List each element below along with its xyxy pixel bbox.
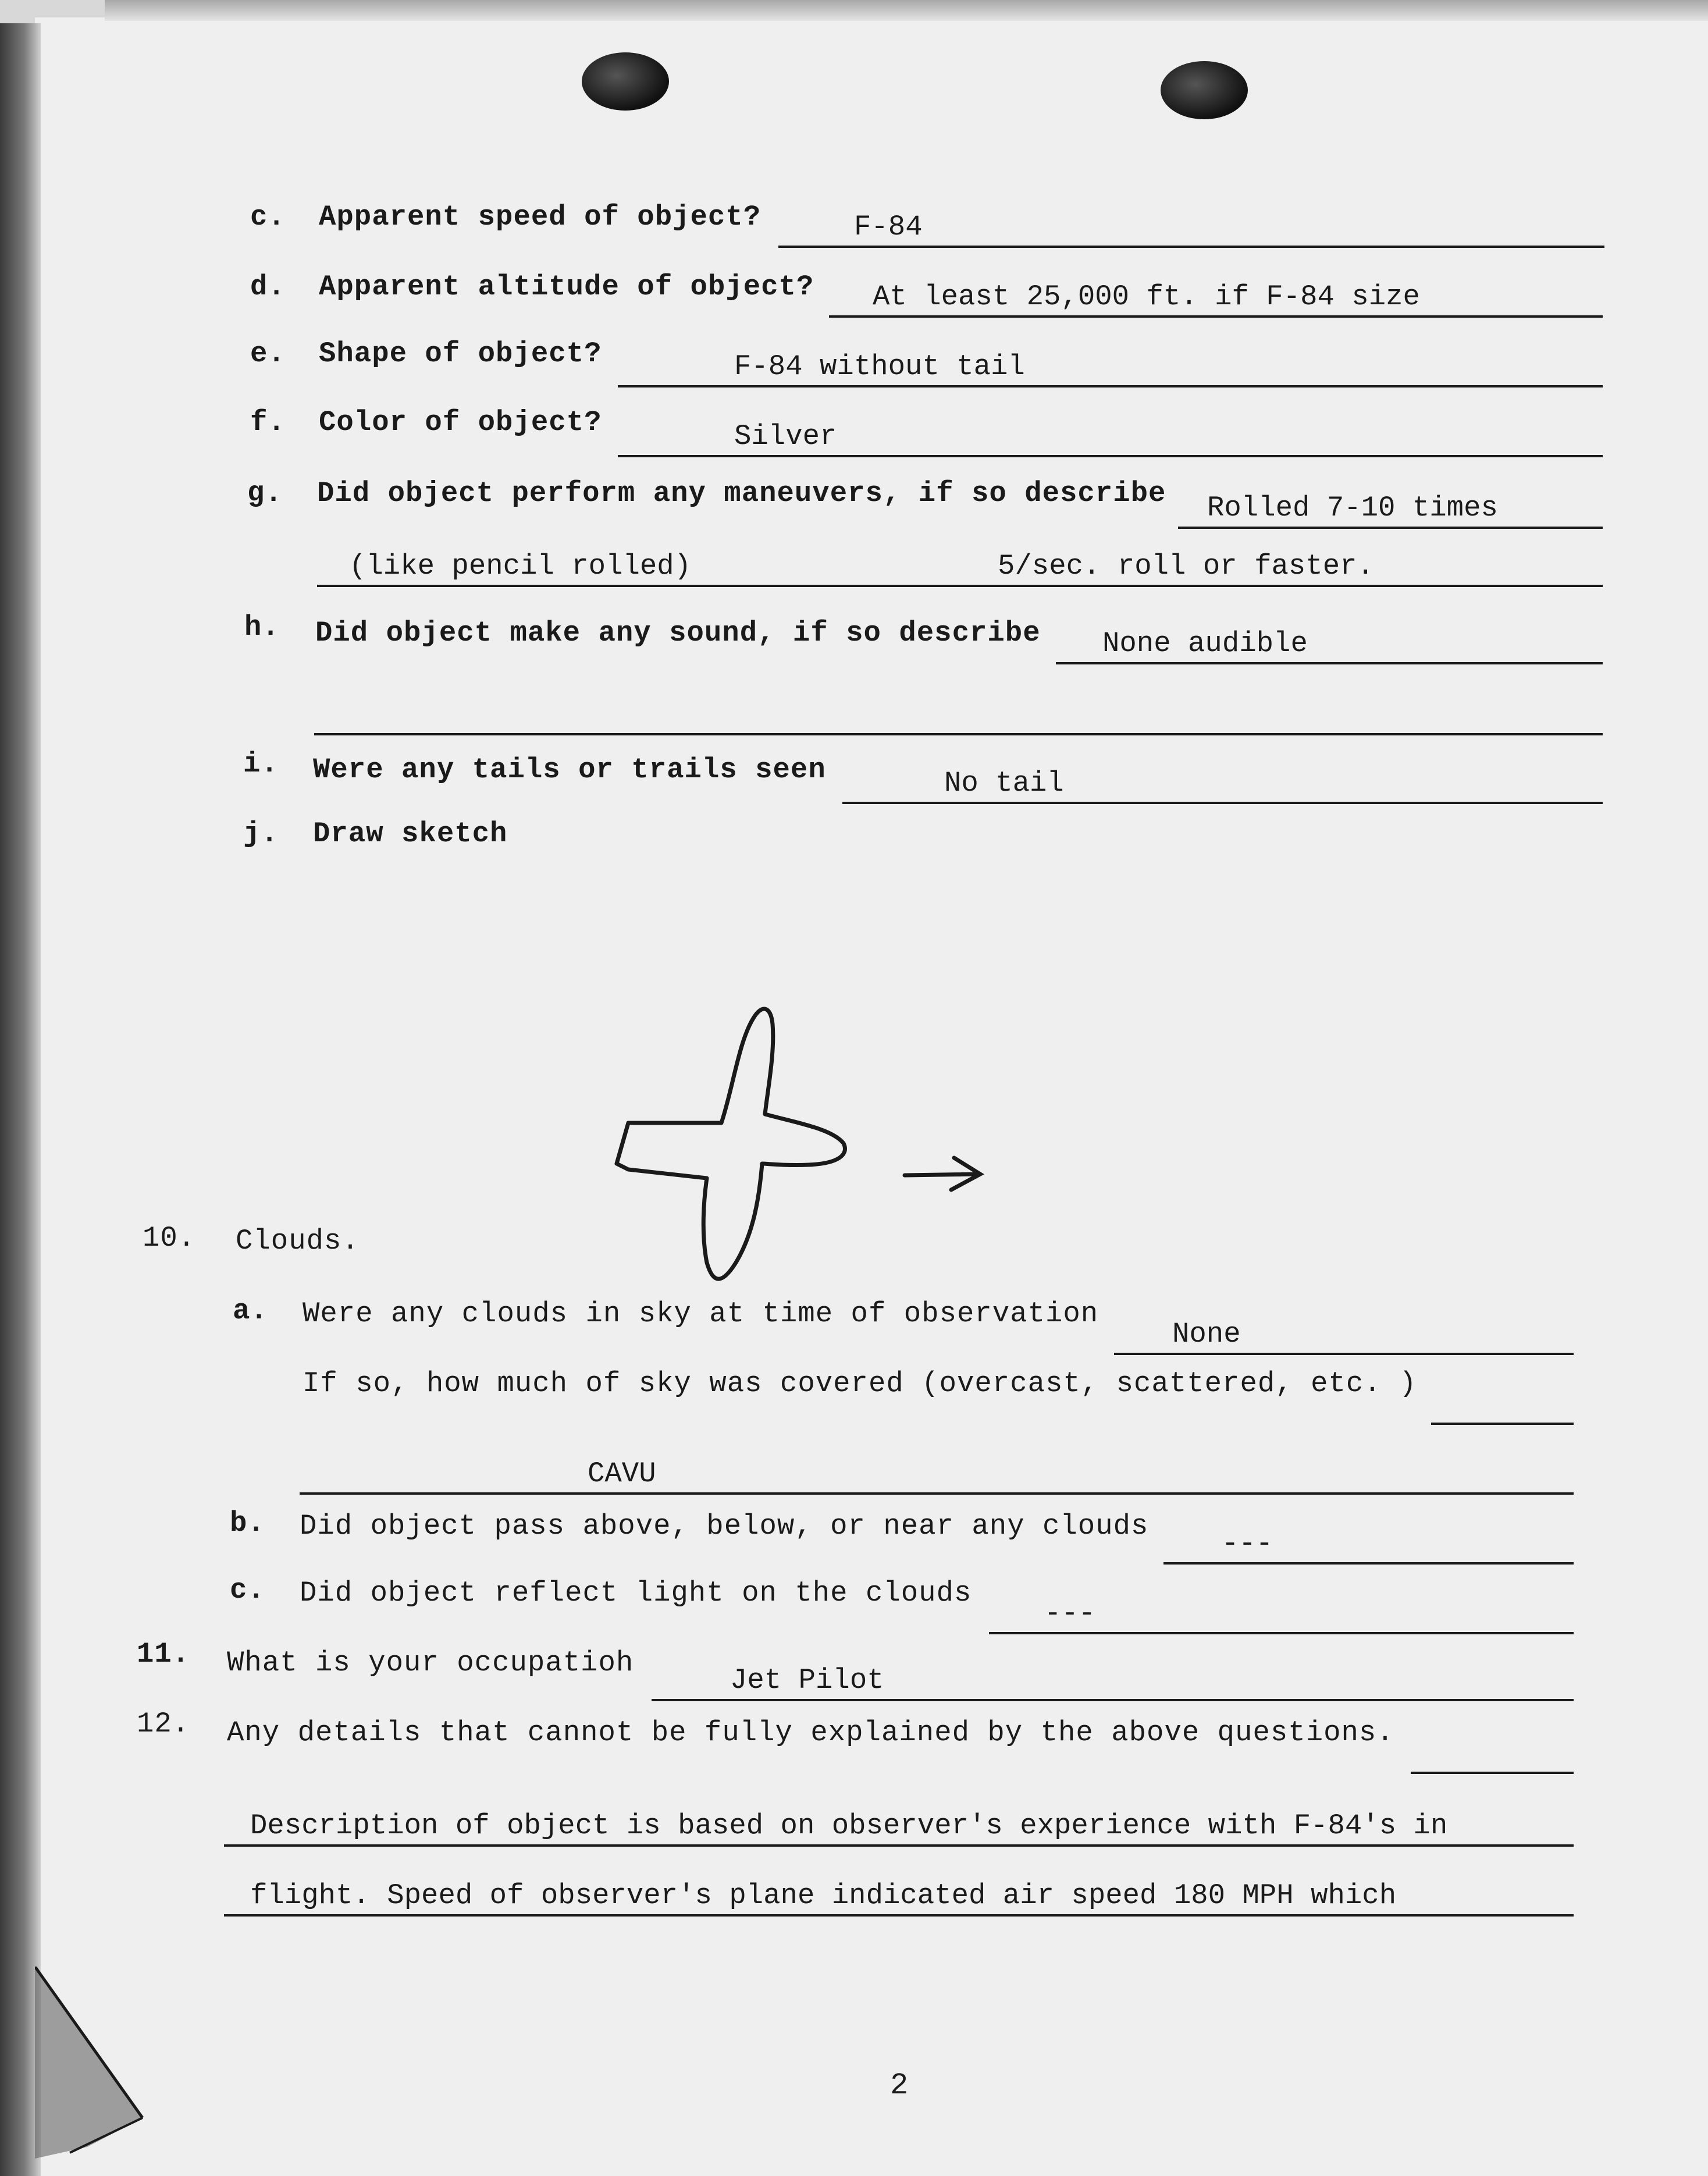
object-sketch	[588, 989, 1006, 1315]
question-f-label: Color of object?	[319, 406, 602, 439]
question-h-letter: h.	[244, 611, 280, 643]
question-10-label: Clouds.	[236, 1225, 360, 1257]
question-g-answer: Rolled 7-10 times	[1207, 492, 1498, 524]
question-12-answer-1: Description of object is based on observer's experience with F-84's in	[250, 1809, 1448, 1842]
question-10b-answer: ---	[1222, 1527, 1273, 1560]
question-g-answer-line2	[317, 550, 1603, 587]
question-10a-sub-line	[1431, 1388, 1574, 1425]
question-e-label: Shape of object?	[319, 337, 602, 370]
question-12-answer-2: flight. Speed of observer's plane indicated air speed 180 MPH which	[250, 1879, 1397, 1912]
question-11-label: What is your occupatioh	[227, 1647, 634, 1679]
question-e-answer-line	[618, 350, 1603, 387]
question-h-answer-line	[1056, 627, 1603, 664]
question-e-letter: e.	[250, 337, 286, 370]
question-10b-answer-line	[1163, 1527, 1574, 1565]
question-f-answer: Silver	[734, 420, 837, 453]
question-g-answer-2b: 5/sec. roll or faster.	[998, 550, 1374, 582]
question-g-label: Did object perform any maneuvers, if so describe	[317, 477, 1166, 510]
question-10a-label: Were any clouds in sky at time of observation	[303, 1297, 1099, 1330]
question-g-letter: g.	[247, 477, 283, 510]
question-c-answer: F-84	[854, 211, 923, 243]
question-10b-letter: b.	[230, 1507, 265, 1539]
question-11-answer: Jet Pilot	[730, 1664, 884, 1697]
question-j-label: Draw sketch	[313, 817, 508, 850]
question-d-letter: d.	[250, 271, 286, 303]
question-10b-label: Did object pass above, below, or near any clouds	[300, 1510, 1149, 1542]
question-10c-label: Did object reflect light on the clouds	[300, 1577, 972, 1609]
question-h-answer: None audible	[1102, 627, 1308, 660]
question-f-answer-line	[618, 420, 1603, 457]
question-10a-sub-label: If so, how much of sky was covered (overcast, scattered, etc. )	[303, 1367, 1417, 1400]
question-10c-answer-line	[989, 1597, 1574, 1634]
question-c-answer-line	[778, 211, 1604, 248]
page-corner-fold	[35, 1967, 163, 2159]
question-12-label-line	[1411, 1737, 1574, 1774]
question-h-label: Did object make any sound, if so describe	[315, 617, 1041, 649]
direction-arrow	[905, 1158, 980, 1190]
punch-hole-right	[1161, 61, 1248, 119]
question-i-answer: No tail	[944, 767, 1064, 799]
question-j-letter: j.	[243, 817, 279, 850]
question-10a-letter: a.	[233, 1295, 268, 1327]
question-d-answer: At least 25,000 ft. if F-84 size	[873, 280, 1420, 313]
question-12-number: 12.	[137, 1708, 190, 1740]
page-number: 2	[890, 2068, 909, 2103]
question-10c-letter: c.	[230, 1574, 265, 1606]
question-i-letter: i.	[243, 748, 279, 780]
question-h-blank-line	[314, 698, 1603, 735]
top-shadow-strip	[105, 0, 1708, 21]
question-f-letter: f.	[250, 406, 286, 439]
aircraft-shape	[617, 1009, 845, 1279]
question-i-label: Were any tails or trails seen	[313, 753, 826, 786]
question-10a-sub-answer: CAVU	[588, 1457, 656, 1490]
question-c-label: Apparent speed of object?	[319, 201, 762, 233]
question-12-answer-line2	[224, 1879, 1574, 1917]
question-10-number: 10.	[143, 1222, 196, 1254]
question-e-answer: F-84 without tail	[734, 350, 1025, 383]
question-d-label: Apparent altitude of object?	[319, 271, 814, 303]
question-10c-answer: ---	[1044, 1597, 1096, 1630]
question-d-answer-line	[829, 280, 1603, 318]
question-11-answer-line	[652, 1664, 1574, 1701]
question-11-number: 11.	[137, 1638, 190, 1670]
scan-left-edge	[0, 23, 41, 2176]
question-c-letter: c.	[250, 201, 286, 233]
question-12-label: Any details that cannot be fully explained by the above questions.	[227, 1716, 1394, 1749]
question-10a-answer: None	[1172, 1318, 1241, 1350]
question-12-answer-line1	[224, 1809, 1574, 1847]
question-i-answer-line	[842, 767, 1603, 804]
punch-hole-left	[582, 52, 669, 111]
question-10a-sub-answer-line	[300, 1457, 1574, 1495]
question-g-answer-2a: (like pencil rolled)	[349, 550, 692, 582]
question-10a-answer-line	[1114, 1318, 1574, 1355]
question-g-answer-line	[1178, 492, 1603, 529]
